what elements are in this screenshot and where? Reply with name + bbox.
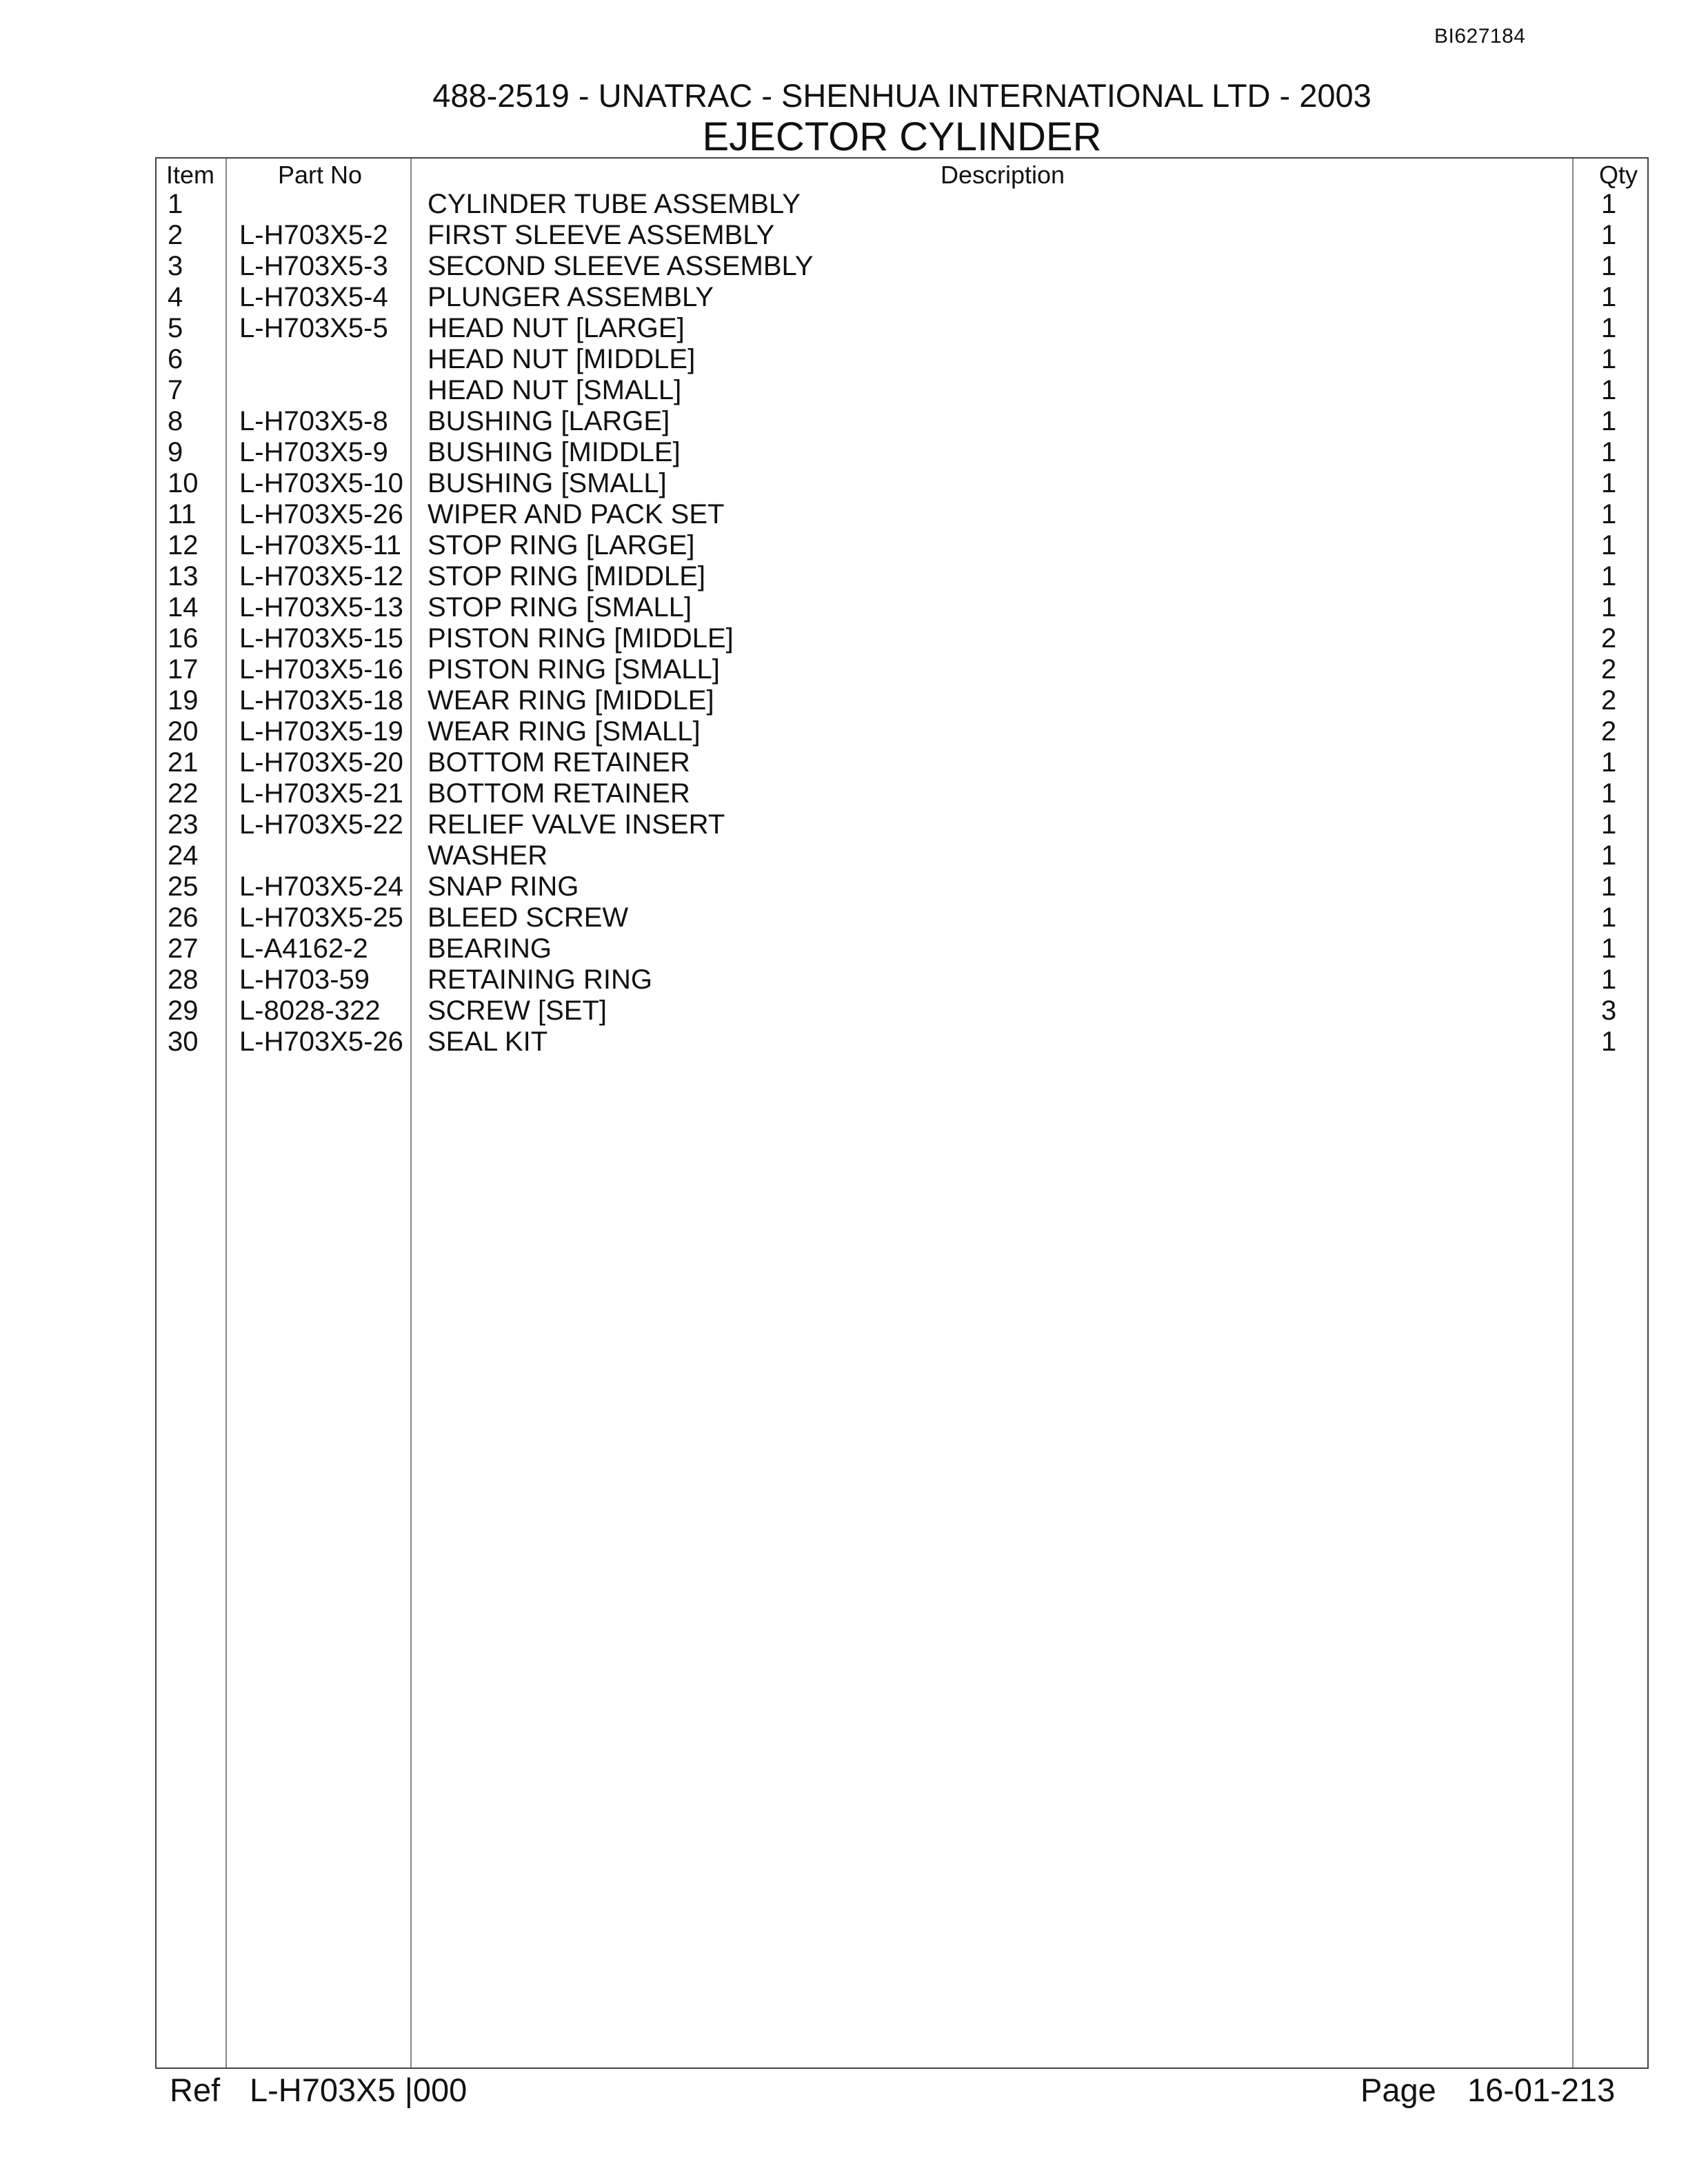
row-quantity: 1 bbox=[1601, 189, 1617, 219]
row-description: HEAD NUT [MIDDLE] bbox=[428, 344, 696, 374]
table-row bbox=[157, 747, 1647, 778]
row-item-number: 30 bbox=[168, 1027, 199, 1057]
row-part-number: L-H703X5-15 bbox=[239, 623, 403, 654]
row-part-number: L-H703X5-16 bbox=[239, 654, 403, 685]
row-description: BOTTOM RETAINER bbox=[428, 778, 690, 809]
row-item-number: 20 bbox=[168, 716, 199, 747]
table-row bbox=[157, 375, 1647, 406]
row-quantity: 1 bbox=[1601, 561, 1617, 592]
table-row bbox=[157, 964, 1647, 995]
row-item-number: 12 bbox=[168, 530, 199, 560]
row-item-number: 28 bbox=[168, 964, 199, 995]
table-row bbox=[157, 840, 1647, 871]
row-part-number: L-H703X5-22 bbox=[239, 809, 403, 840]
row-description: SECOND SLEEVE ASSEMBLY bbox=[428, 251, 814, 281]
row-part-number: L-H703X5-9 bbox=[239, 437, 388, 467]
column-header-part-no: Part No bbox=[278, 161, 363, 189]
row-item-number: 6 bbox=[168, 344, 183, 374]
row-quantity: 2 bbox=[1601, 685, 1617, 716]
table-row bbox=[157, 189, 1647, 220]
row-item-number: 29 bbox=[168, 995, 199, 1026]
table-row bbox=[157, 468, 1647, 499]
row-quantity: 1 bbox=[1601, 344, 1617, 374]
table-row bbox=[157, 933, 1647, 964]
row-item-number: 10 bbox=[168, 468, 199, 498]
footer-ref-label: Ref bbox=[170, 2072, 221, 2108]
row-item-number: 8 bbox=[168, 406, 183, 436]
row-part-number: L-H703X5-2 bbox=[239, 220, 388, 250]
row-part-number: L-H703X5-8 bbox=[239, 406, 388, 436]
title-line-1: 488-2519 - UNATRAC - SHENHUA INTERNATIONAL LTD - 2003 bbox=[432, 77, 1372, 114]
row-description: BLEED SCREW bbox=[428, 902, 629, 933]
row-item-number: 25 bbox=[168, 871, 199, 902]
row-description: STOP RING [LARGE] bbox=[428, 530, 695, 560]
footer-page-value: 16-01-213 bbox=[1467, 2072, 1616, 2108]
table-row bbox=[157, 623, 1647, 654]
table-row bbox=[157, 282, 1647, 313]
row-part-number: L-H703X5-26 bbox=[239, 1027, 403, 1057]
row-quantity: 1 bbox=[1601, 592, 1617, 623]
row-part-number: L-H703X5-25 bbox=[239, 902, 403, 933]
row-quantity: 1 bbox=[1601, 406, 1617, 436]
table-row bbox=[157, 499, 1647, 530]
row-part-number: L-H703X5-19 bbox=[239, 716, 403, 747]
row-quantity: 1 bbox=[1601, 840, 1617, 871]
row-item-number: 14 bbox=[168, 592, 199, 623]
row-quantity: 1 bbox=[1601, 220, 1617, 250]
row-item-number: 3 bbox=[168, 251, 183, 281]
row-part-number: L-H703-59 bbox=[239, 964, 370, 995]
row-part-number: L-H703X5-20 bbox=[239, 747, 403, 778]
row-description: STOP RING [MIDDLE] bbox=[428, 561, 706, 592]
table-row bbox=[157, 1027, 1647, 1058]
table-row bbox=[157, 220, 1647, 251]
table-row bbox=[157, 654, 1647, 685]
row-item-number: 22 bbox=[168, 778, 199, 809]
row-item-number: 26 bbox=[168, 902, 199, 933]
row-quantity: 1 bbox=[1601, 282, 1617, 312]
row-item-number: 1 bbox=[168, 189, 183, 219]
row-quantity: 1 bbox=[1601, 468, 1617, 498]
row-part-number: L-H703X5-12 bbox=[239, 561, 403, 592]
document-id: BI627184 bbox=[1434, 25, 1526, 48]
row-part-number: L-A4162-2 bbox=[239, 933, 368, 964]
row-part-number: L-H703X5-10 bbox=[239, 468, 403, 498]
row-description: BEARING bbox=[428, 933, 552, 964]
parts-table bbox=[155, 157, 1649, 2069]
row-quantity: 1 bbox=[1601, 530, 1617, 560]
row-item-number: 21 bbox=[168, 747, 199, 778]
row-description: CYLINDER TUBE ASSEMBLY bbox=[428, 189, 801, 219]
row-item-number: 17 bbox=[168, 654, 199, 685]
row-description: SNAP RING bbox=[428, 871, 579, 902]
row-item-number: 23 bbox=[168, 809, 199, 840]
table-row bbox=[157, 685, 1647, 716]
row-quantity: 1 bbox=[1601, 251, 1617, 281]
row-description: SCREW [SET] bbox=[428, 995, 607, 1026]
row-part-number: L-H703X5-26 bbox=[239, 499, 403, 529]
table-row bbox=[157, 530, 1647, 561]
row-description: WASHER bbox=[428, 840, 548, 871]
row-quantity: 1 bbox=[1601, 778, 1617, 809]
row-item-number: 19 bbox=[168, 685, 199, 716]
row-quantity: 1 bbox=[1601, 964, 1617, 995]
row-part-number: L-H703X5-21 bbox=[239, 778, 403, 809]
row-quantity: 1 bbox=[1601, 499, 1617, 529]
row-description: PISTON RING [MIDDLE] bbox=[428, 623, 734, 654]
table-row bbox=[157, 313, 1647, 344]
row-description: WEAR RING [SMALL] bbox=[428, 716, 701, 747]
row-part-number: L-H703X5-3 bbox=[239, 251, 388, 281]
row-item-number: 5 bbox=[168, 313, 183, 343]
row-part-number: L-H703X5-11 bbox=[239, 530, 401, 560]
footer-page-label: Page bbox=[1360, 2072, 1436, 2108]
table-row bbox=[157, 592, 1647, 623]
row-quantity: 2 bbox=[1601, 716, 1617, 747]
column-header-item: Item bbox=[166, 161, 215, 189]
row-description: FIRST SLEEVE ASSEMBLY bbox=[428, 220, 775, 250]
table-row bbox=[157, 871, 1647, 902]
row-item-number: 2 bbox=[168, 220, 183, 250]
row-part-number: L-H703X5-4 bbox=[239, 282, 388, 312]
footer-ref-value: L-H703X5 |000 bbox=[250, 2072, 468, 2108]
title-line-2: EJECTOR CYLINDER bbox=[702, 114, 1102, 159]
row-part-number: L-H703X5-5 bbox=[239, 313, 388, 343]
row-description: PISTON RING [SMALL] bbox=[428, 654, 720, 685]
table-row bbox=[157, 995, 1647, 1027]
table-row bbox=[157, 561, 1647, 592]
row-quantity: 1 bbox=[1601, 1027, 1617, 1057]
row-description: BUSHING [SMALL] bbox=[428, 468, 667, 498]
table-row bbox=[157, 406, 1647, 437]
row-part-number: L-8028-322 bbox=[239, 995, 381, 1026]
row-quantity: 1 bbox=[1601, 747, 1617, 778]
row-quantity: 1 bbox=[1601, 313, 1617, 343]
row-quantity: 1 bbox=[1601, 902, 1617, 933]
row-description: WIPER AND PACK SET bbox=[428, 499, 725, 529]
row-part-number: L-H703X5-18 bbox=[239, 685, 403, 716]
table-row bbox=[157, 902, 1647, 933]
table-row bbox=[157, 344, 1647, 375]
row-description: BOTTOM RETAINER bbox=[428, 747, 690, 778]
row-quantity: 2 bbox=[1601, 623, 1617, 654]
row-description: STOP RING [SMALL] bbox=[428, 592, 692, 623]
row-quantity: 2 bbox=[1601, 654, 1617, 685]
row-item-number: 7 bbox=[168, 375, 183, 405]
table-row bbox=[157, 716, 1647, 747]
row-description: BUSHING [MIDDLE] bbox=[428, 437, 681, 467]
page-title bbox=[155, 76, 1649, 159]
table-row bbox=[157, 809, 1647, 840]
row-description: HEAD NUT [SMALL] bbox=[428, 375, 682, 405]
table-row bbox=[157, 437, 1647, 468]
row-description: SEAL KIT bbox=[428, 1027, 548, 1057]
row-description: PLUNGER ASSEMBLY bbox=[428, 282, 714, 312]
row-description: RETAINING RING bbox=[428, 964, 652, 995]
column-header-description: Description bbox=[941, 161, 1065, 189]
column-header-qty: Qty bbox=[1599, 161, 1638, 189]
row-quantity: 3 bbox=[1601, 995, 1617, 1026]
row-item-number: 24 bbox=[168, 840, 199, 871]
row-quantity: 1 bbox=[1601, 375, 1617, 405]
row-item-number: 16 bbox=[168, 623, 199, 654]
row-item-number: 11 bbox=[168, 499, 197, 529]
row-item-number: 4 bbox=[168, 282, 183, 312]
row-description: WEAR RING [MIDDLE] bbox=[428, 685, 714, 716]
row-description: HEAD NUT [LARGE] bbox=[428, 313, 685, 343]
row-quantity: 1 bbox=[1601, 437, 1617, 467]
table-row bbox=[157, 251, 1647, 282]
row-quantity: 1 bbox=[1601, 871, 1617, 902]
row-item-number: 13 bbox=[168, 561, 199, 592]
row-description: RELIEF VALVE INSERT bbox=[428, 809, 725, 840]
row-item-number: 9 bbox=[168, 437, 183, 467]
row-part-number: L-H703X5-13 bbox=[239, 592, 403, 623]
row-quantity: 1 bbox=[1601, 809, 1617, 840]
row-quantity: 1 bbox=[1601, 933, 1617, 964]
row-item-number: 27 bbox=[168, 933, 199, 964]
row-description: BUSHING [LARGE] bbox=[428, 406, 670, 436]
row-part-number: L-H703X5-24 bbox=[239, 871, 403, 902]
table-row bbox=[157, 778, 1647, 809]
